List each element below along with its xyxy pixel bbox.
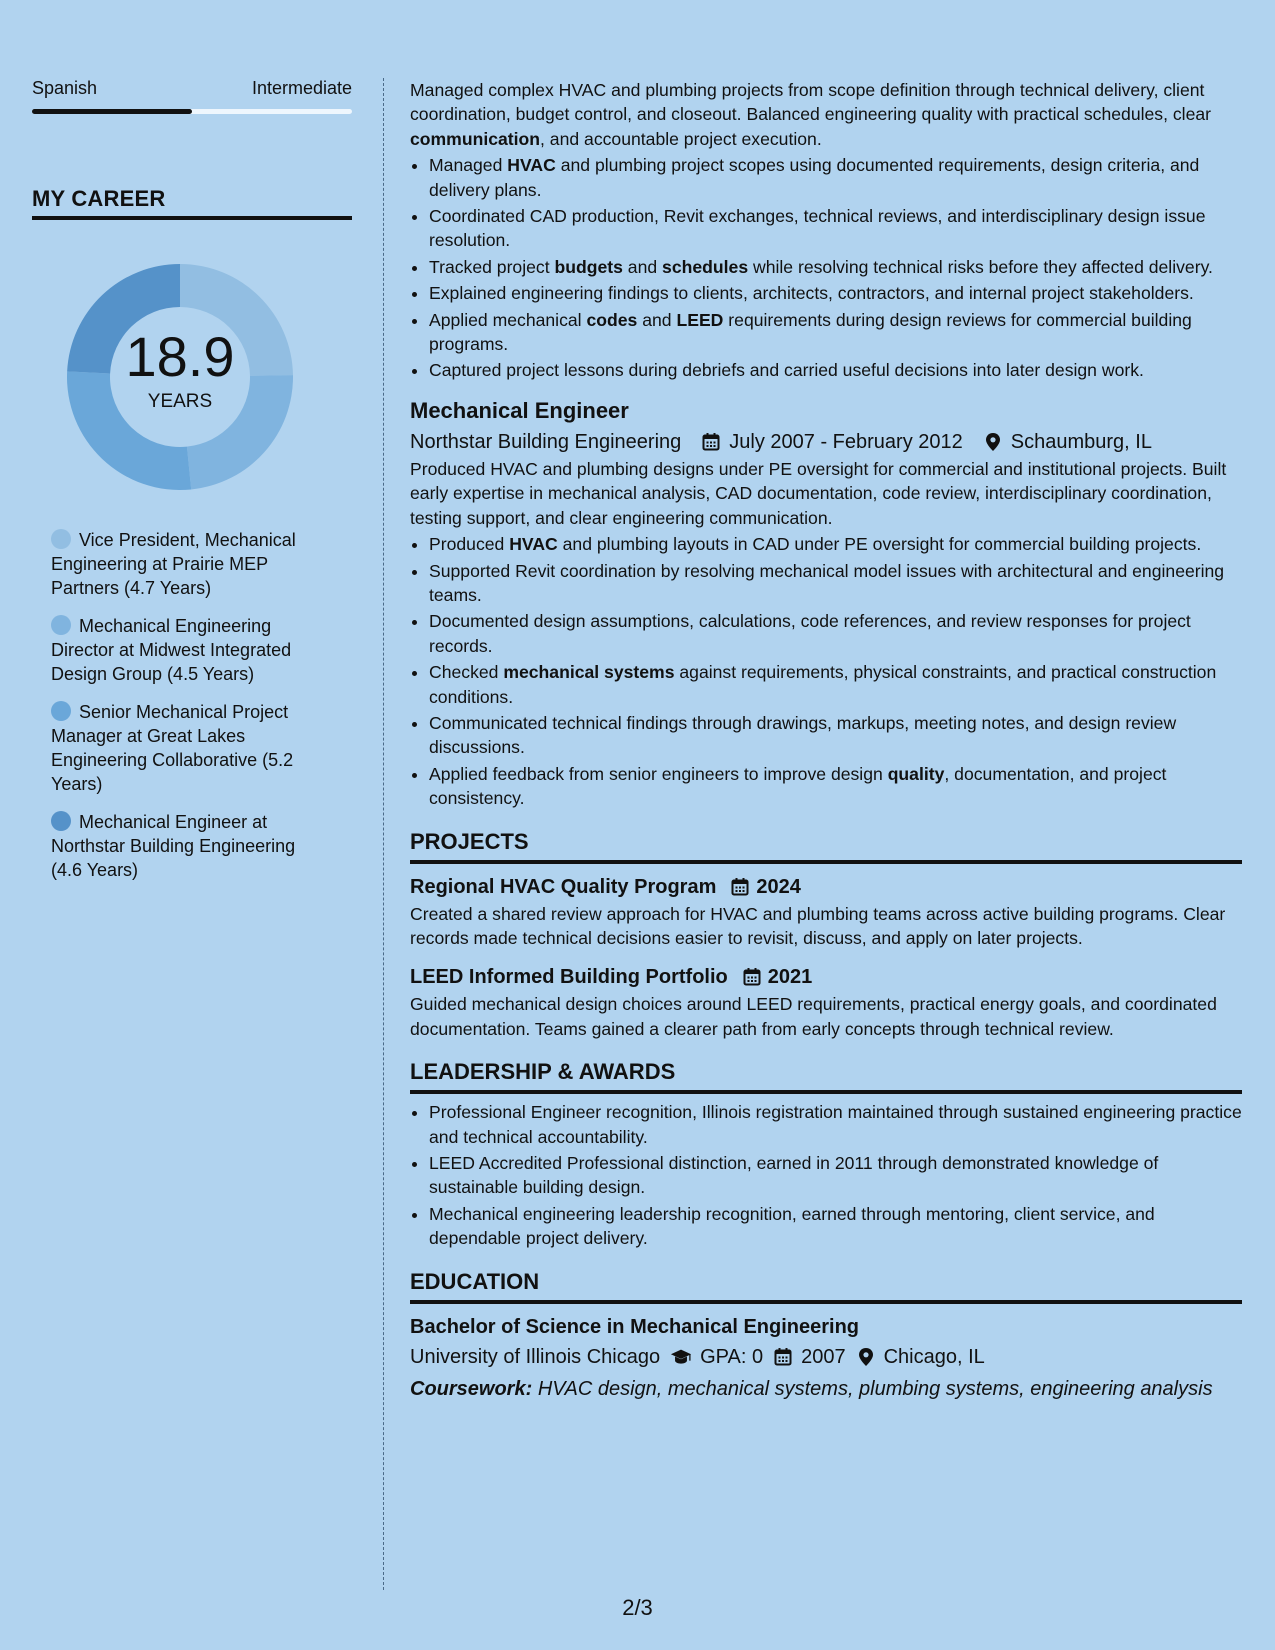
language-proficiency-bar: [32, 109, 352, 114]
leadership-section-title: LEADERSHIP & AWARDS: [410, 1057, 1242, 1094]
job-bullet: • Applied feedback from senior engineers to improve design quality, documentation, and project consistency.: [429, 762, 1242, 811]
project-name: LEED Informed Building Portfolio: [410, 966, 728, 989]
education-meta: [410, 1342, 1242, 1372]
graduation-cap-icon: [670, 1347, 692, 1367]
legend-dot-icon: [51, 811, 71, 831]
career-legend-label: Senior Mechanical Project Manager at Great Lakes Engineering Collaborative (5.2 Years): [51, 702, 294, 794]
language-proficiency-fill: [32, 109, 192, 114]
education-gpa: GPA: 0: [700, 1345, 764, 1368]
project-title: [410, 962, 1242, 992]
language-row: [32, 78, 352, 99]
job-bullet: • Documented design assumptions, calculations, code references, and review responses for project records.: [429, 609, 1242, 658]
leadership-bullet: • Professional Engineer recognition, Illinois registration maintained through sustained engineering practice and technical accountability.: [429, 1100, 1242, 1149]
job-location: Schaumburg, IL: [1010, 430, 1152, 453]
project-description: Created a shared review approach for HVAC and plumbing teams across active building programs. Clear records made technical decisions easier to revisit, discuss, and apply on later projects.: [410, 903, 1226, 948]
previous-role-bullet: • Coordinated CAD production, Revit exchanges, technical reviews, and interdisciplinary design issue resolution.: [429, 204, 1242, 253]
job-bullets: [429, 532, 1242, 810]
education-coursework: [410, 1374, 1242, 1404]
leadership-bullet: • LEED Accredited Professional distinction, earned in 2011 through demonstrated knowledge of sustainable building design.: [429, 1151, 1242, 1200]
education-year: 2007: [801, 1345, 846, 1368]
career-legend-item: [51, 700, 321, 796]
job-bullet: • Produced HVAC and plumbing layouts in CAD under PE oversight for commercial building projects.: [429, 532, 1242, 556]
career-legend-label: Mechanical Engineering Director at Midwest Integrated Design Group (4.5 Years): [51, 616, 292, 684]
job-meta: [410, 427, 1242, 457]
education-degree: Bachelor of Science in Mechanical Engineering: [410, 1315, 860, 1338]
job-summary: Produced HVAC and plumbing designs under PE oversight for commercial and institutional projects. Built early expertise in mechanical analysis, CAD documentation, code review, interdisciplinary coordination, testing support, and clear engineering communication.: [410, 458, 1227, 528]
previous-role-bullet: • Managed HVAC and plumbing project scopes using documented requirements, design criteria, and delivery plans.: [429, 153, 1242, 202]
career-legend-label: Vice President, Mechanical Engineering at Prairie MEP Partners (4.7 Years): [51, 530, 296, 598]
language-name: Spanish: [32, 78, 98, 98]
career-legend-item: [51, 810, 321, 882]
career-legend-item: [51, 614, 321, 686]
job-company: Northstar Building Engineering: [410, 430, 682, 453]
legend-dot-icon: [51, 529, 71, 549]
calendar-icon: [701, 432, 721, 452]
coursework-label: Coursework:: [410, 1377, 533, 1400]
leadership-bullet: • Mechanical engineering leadership recognition, earned through mentoring, client service, and dependable project delivery.: [429, 1202, 1242, 1251]
calendar-icon: [742, 967, 762, 987]
previous-role-bullet: • Applied mechanical codes and LEED requirements during design reviews for commercial building programs.: [429, 308, 1242, 357]
legend-dot-icon: [51, 615, 71, 635]
job-bullet: • Communicated technical findings through drawings, markups, meeting notes, and design review discussions.: [429, 711, 1242, 760]
job-dates: July 2007 - February 2012: [729, 430, 963, 453]
map-pin-icon: [983, 432, 1003, 452]
job-bullet: • Supported Revit coordination by resolving mechanical model issues with architectural and engineering teams.: [429, 559, 1242, 608]
previous-role-bullet: • Captured project lessons during debriefs and carried useful decisions into later design work.: [429, 358, 1242, 382]
education-section-title: EDUCATION: [410, 1267, 1242, 1304]
education-school: University of Illinois Chicago: [410, 1345, 661, 1368]
career-legend: [32, 528, 352, 882]
main-column: [410, 78, 1242, 1404]
career-years-unit: YEARS: [147, 391, 213, 412]
projects-section-title: PROJECTS: [410, 827, 1242, 864]
legend-dot-icon: [51, 701, 71, 721]
career-legend-item: [51, 528, 321, 600]
education-location: Chicago, IL: [883, 1345, 985, 1368]
project-title: [410, 872, 1242, 902]
calendar-icon: [730, 877, 750, 897]
map-pin-icon: [856, 1347, 876, 1367]
coursework-text: HVAC design, mechanical systems, plumbing systems, engineering analysis: [537, 1377, 1213, 1400]
leadership-bullets: [429, 1100, 1242, 1250]
language-level: Intermediate: [251, 78, 352, 98]
previous-role-bullet: • Tracked project budgets and schedules while resolving technical risks before they affected delivery.: [429, 255, 1242, 279]
career-section-title: MY CAREER: [32, 186, 352, 220]
job-bullet: • Checked mechanical systems against requirements, physical constraints, and practical construction conditions.: [429, 660, 1242, 709]
sidebar: [32, 78, 352, 896]
career-donut-chart: [65, 262, 295, 492]
previous-role-bullets: [429, 153, 1242, 383]
project-description: Guided mechanical design choices around LEED requirements, practical energy goals, and coordinated documentation. Teams gained a clearer path from early concepts through technical review.: [410, 994, 1217, 1039]
projects-list: [410, 872, 1242, 1042]
project-year: 2021: [767, 966, 813, 989]
donut-center: [65, 262, 295, 492]
previous-role-summary: Managed complex HVAC and plumbing projects from scope definition through technical delivery, client coordination, budget control, and closeout. Balanced engineering quality with practical schedules, clear communication, and accountable project execution.: [410, 80, 1212, 149]
job-title: Mechanical Engineer: [410, 397, 629, 423]
career-legend-label: Mechanical Engineer at Northstar Building Engineering (4.6 Years): [51, 812, 296, 880]
page-number: 2/3: [622, 1595, 653, 1620]
column-divider: [383, 78, 384, 1590]
project-name: Regional HVAC Quality Program: [410, 875, 717, 898]
project-year: 2024: [756, 875, 801, 898]
career-total-years: 18.9: [125, 325, 235, 388]
calendar-icon: [773, 1347, 793, 1367]
previous-role-bullet: • Explained engineering findings to clients, architects, contractors, and internal project stakeholders.: [429, 281, 1242, 305]
